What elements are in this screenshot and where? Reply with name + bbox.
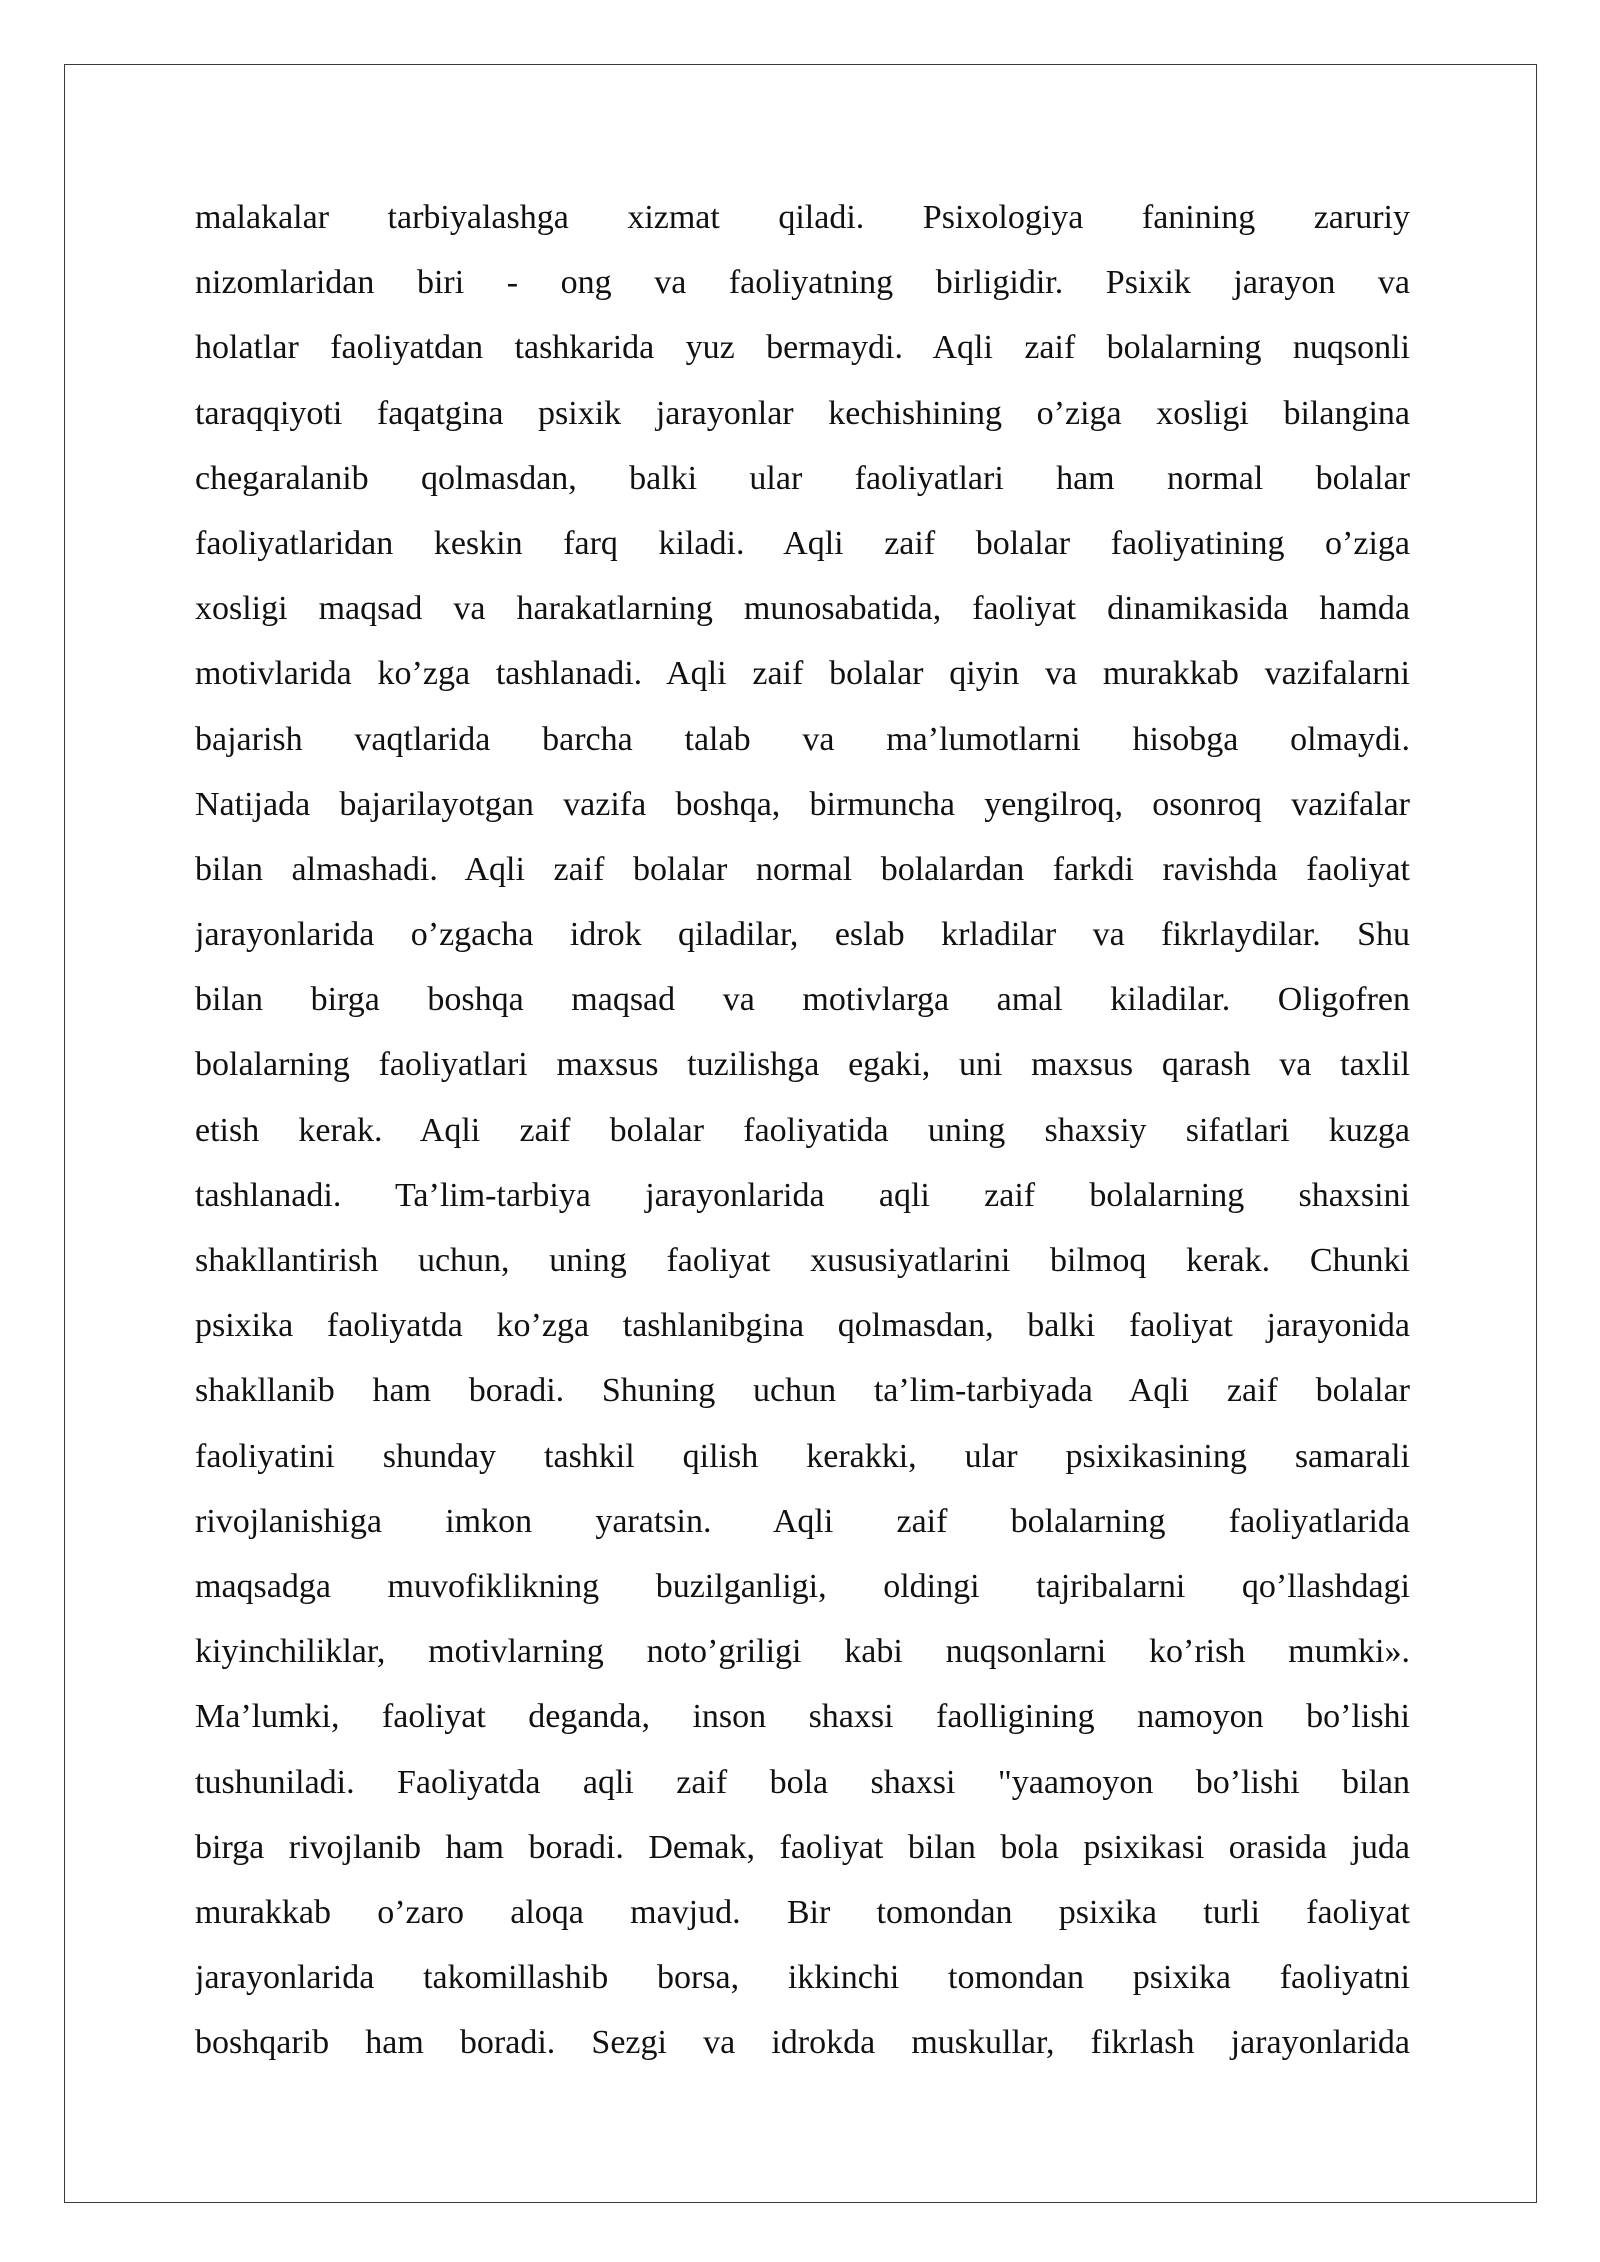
text-line: kiyinchiliklar, motivlarning noto’griligi kabi nuqsonlarni ko’rish mumki». <box>195 1633 1410 1671</box>
text-line: bilan almashadi. Aqli zaif bolalar normal bolalardan farkdi ravishda faoliyat <box>195 850 1410 888</box>
text-line: tushuniladi. Faoliyatda aqli zaif bola shaxsi "yaamoyon bo’lishi bilan <box>195 1763 1410 1801</box>
text-line: malakalar tarbiyalashga xizmat qiladi. Psixologiya fanining zaruriy <box>195 199 1410 236</box>
text-line: boshqarib ham boradi. Sezgi va idrokda muskullar, fikrlash jarayonlarida <box>195 2024 1410 2062</box>
text-line: taraqqiyoti faqatgina psixik jarayonlar kechishining o’ziga xosligi bilangina <box>195 394 1410 432</box>
text-line: birga rivojlanib ham boradi. Demak, faoliyat bilan bola psixikasi orasida juda <box>195 1828 1410 1866</box>
text-line: bilan birga boshqa maqsad va motivlarga amal kiladilar. Oligofren <box>195 981 1410 1019</box>
text-line: maqsadga muvofiklikning buzilganligi, oldingi tajribalarni qo’llashdagi <box>195 1567 1410 1605</box>
text-line: jarayonlarida takomillashib borsa, ikkinchi tomondan psixika faoliyatni <box>195 1959 1410 1997</box>
text-line: motivlarida ko’zga tashlanadi. Aqli zaif bolalar qiyin va murakkab vazifalarni <box>195 655 1410 693</box>
body-text <box>195 185 1410 2075</box>
text-line: rivojlanishiga imkon yaratsin. Aqli zaif bolalarning faoliyatlarida <box>195 1502 1410 1540</box>
text-line: chegaralanib qolmasdan, balki ular faoliyatlari ham normal bolalar <box>195 459 1410 497</box>
text-line: jarayonlarida o’zgacha idrok qiladilar, eslab krladilar va fikrlaydilar. Shu <box>195 916 1410 954</box>
text-line: murakkab o’zaro aloqa mavjud. Bir tomondan psixika turli faoliyat <box>195 1893 1410 1931</box>
text-line: shakllanib ham boradi. Shuning uchun ta’lim-tarbiyada Aqli zaif bolalar <box>195 1372 1410 1410</box>
text-line: xosligi maqsad va harakatlarning munosabatida, faoliyat dinamikasida hamda <box>195 590 1410 628</box>
text-line: bajarish vaqtlarida barcha talab va ma’lumotlarni hisobga olmaydi. <box>195 720 1410 758</box>
text-line: nizomlaridan biri - ong va faoliyatning birligidir. Psixik jarayon va <box>195 264 1410 302</box>
text-line: psixika faoliyatda ko’zga tashlanibgina qolmasdan, balki faoliyat jarayonida <box>195 1307 1410 1345</box>
text-line: faoliyatini shunday tashkil qilish kerakki, ular psixikasining samarali <box>195 1437 1410 1475</box>
text-line: holatlar faoliyatdan tashkarida yuz bermaydi. Aqli zaif bolalarning nuqsonli <box>195 329 1410 367</box>
text-line: shakllantirish uchun, uning faoliyat xususiyatlarini bilmoq kerak. Chunki <box>195 1242 1410 1279</box>
text-line: Natijada bajarilayotgan vazifa boshqa, birmuncha yengilroq, osonroq vazifalar <box>195 785 1410 823</box>
text-line: Ma’lumki, faoliyat deganda, inson shaxsi faolligining namoyon bo’lishi <box>195 1698 1410 1736</box>
text-line: etish kerak. Aqli zaif bolalar faoliyatida uning shaxsiy sifatlari kuzga <box>195 1111 1410 1149</box>
text-line: tashlanadi. Ta’lim-tarbiya jarayonlarida aqli zaif bolalarning shaxsini <box>195 1176 1410 1214</box>
text-line: bolalarning faoliyatlari maxsus tuzilishga egaki, uni maxsus qarash va taxlil <box>195 1046 1410 1084</box>
text-line: faoliyatlaridan keskin farq kiladi. Aqli zaif bolalar faoliyatining o’ziga <box>195 524 1410 562</box>
